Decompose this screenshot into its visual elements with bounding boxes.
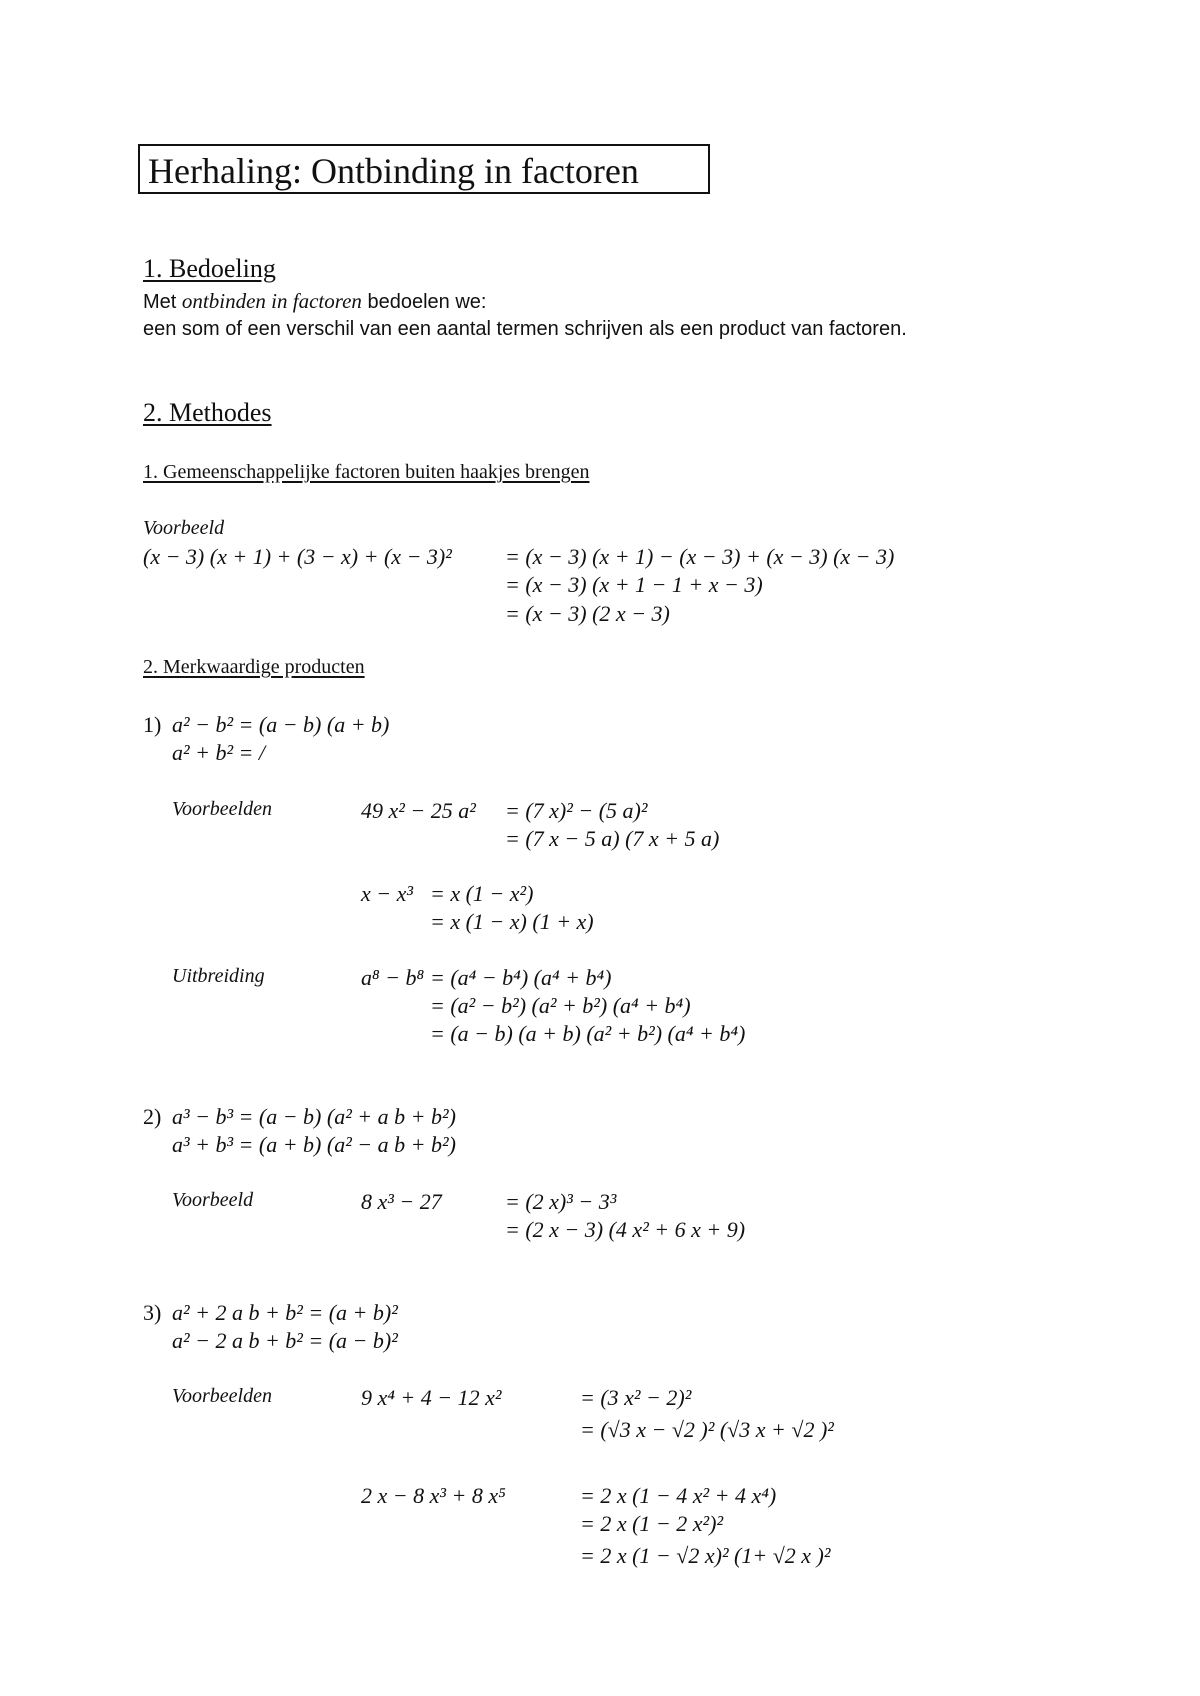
formula-3-examples-label: Voorbeelden	[172, 1385, 272, 1407]
title-box	[138, 144, 710, 194]
formula-2-example-1-step-2: = (2 x − 3) (4 x² + 6 x + 9)	[505, 1217, 746, 1242]
formula-1-example-3-step-2: = (a² − b²) (a² + b²) (a⁴ + b⁴)	[430, 993, 691, 1018]
formula-1-number: 1)	[143, 712, 162, 737]
method-2-heading: 2. Merkwaardige producten	[143, 656, 365, 678]
definition-post: bedoelen we:	[361, 291, 487, 313]
method-1-step-2: = (x − 3) (x + 1 − 1 + x − 3)	[505, 572, 763, 597]
formula-1-example-1-step-2: = (7 x − 5 a) (7 x + 5 a)	[505, 826, 720, 851]
definition-pre: Met	[143, 291, 182, 313]
formula-1-example-1-lhs: 49 x² − 25 a²	[361, 798, 476, 823]
method-1-step-1: = (x − 3) (x + 1) − (x − 3) + (x − 3) (x − 3)	[505, 544, 895, 569]
formula-3a: a² + 2 a b + b² = (a + b)²	[172, 1300, 398, 1325]
formula-1b: a² + b² = /	[172, 740, 265, 765]
formula-3-example-2-step-1: = 2 x (1 − 4 x² + 4 x⁴)	[580, 1483, 777, 1508]
formula-3-example-1-step-1: = (3 x² − 2)²	[580, 1385, 692, 1410]
formula-3-example-2-step-2: = 2 x (1 − 2 x²)²	[580, 1511, 724, 1536]
formula-1-example-1-step-1: = (7 x)² − (5 a)²	[505, 798, 648, 823]
formula-3-example-1-lhs: 9 x⁴ + 4 − 12 x²	[361, 1385, 502, 1410]
formula-1-example-3-lhs: a⁸ − b⁸	[361, 965, 425, 990]
formula-2-example-1-step-1: = (2 x)³ − 3³	[505, 1189, 617, 1214]
method-1-step-3: = (x − 3) (2 x − 3)	[505, 601, 670, 626]
method-1-heading: 1. Gemeenschappelijke factoren buiten haakjes brengen	[143, 461, 590, 483]
formula-3-number: 3)	[143, 1300, 162, 1325]
formula-2-number: 2)	[143, 1104, 162, 1129]
definition-line-2: een som of een verschil van een aantal termen schrijven als een product van factoren.	[143, 318, 907, 340]
formula-3-example-2-step-3: = 2 x (1 − √2 x)² (1+ √2 x )²	[580, 1543, 831, 1568]
formula-2b: a³ + b³ = (a + b) (a² − a b + b²)	[172, 1132, 456, 1157]
method-1-lhs: (x − 3) (x + 1) + (3 − x) + (x − 3)²	[143, 544, 452, 569]
page-title: Herhaling: Ontbinding in factoren	[148, 151, 639, 191]
formula-1-extension-label: Uitbreiding	[172, 965, 265, 987]
formula-1-example-3-step-1: = (a⁴ − b⁴) (a⁴ + b⁴)	[430, 965, 612, 990]
formula-1-example-2-step-2: = x (1 − x) (1 + x)	[430, 909, 594, 934]
formula-1-examples-label: Voorbeelden	[172, 798, 272, 820]
formula-1-example-2-step-1: = x (1 − x²)	[430, 881, 534, 906]
formula-1-example-2-lhs: x − x³	[361, 881, 413, 906]
formula-2-example-label: Voorbeeld	[172, 1189, 254, 1211]
section-heading-bedoeling: 1. Bedoeling	[143, 254, 276, 283]
formula-2-example-1-lhs: 8 x³ − 27	[361, 1189, 442, 1214]
definition-italic: ontbinden in factoren	[181, 289, 362, 313]
formula-3-example-1-step-2: = (√3 x − √2 )² (√3 x + √2 )²	[580, 1417, 834, 1442]
definition-line-1	[143, 289, 486, 314]
section-heading-methodes: 2. Methodes	[143, 398, 272, 427]
formula-2a: a³ − b³ = (a − b) (a² + a b + b²)	[172, 1104, 456, 1129]
formula-1-example-3-step-3: = (a − b) (a + b) (a² + b²) (a⁴ + b⁴)	[430, 1021, 746, 1046]
formula-1a: a² − b² = (a − b) (a + b)	[172, 712, 390, 737]
formula-3b: a² − 2 a b + b² = (a − b)²	[172, 1328, 398, 1353]
formula-3-example-2-lhs: 2 x − 8 x³ + 8 x⁵	[361, 1483, 506, 1508]
method-1-example-label: Voorbeeld	[143, 517, 225, 539]
